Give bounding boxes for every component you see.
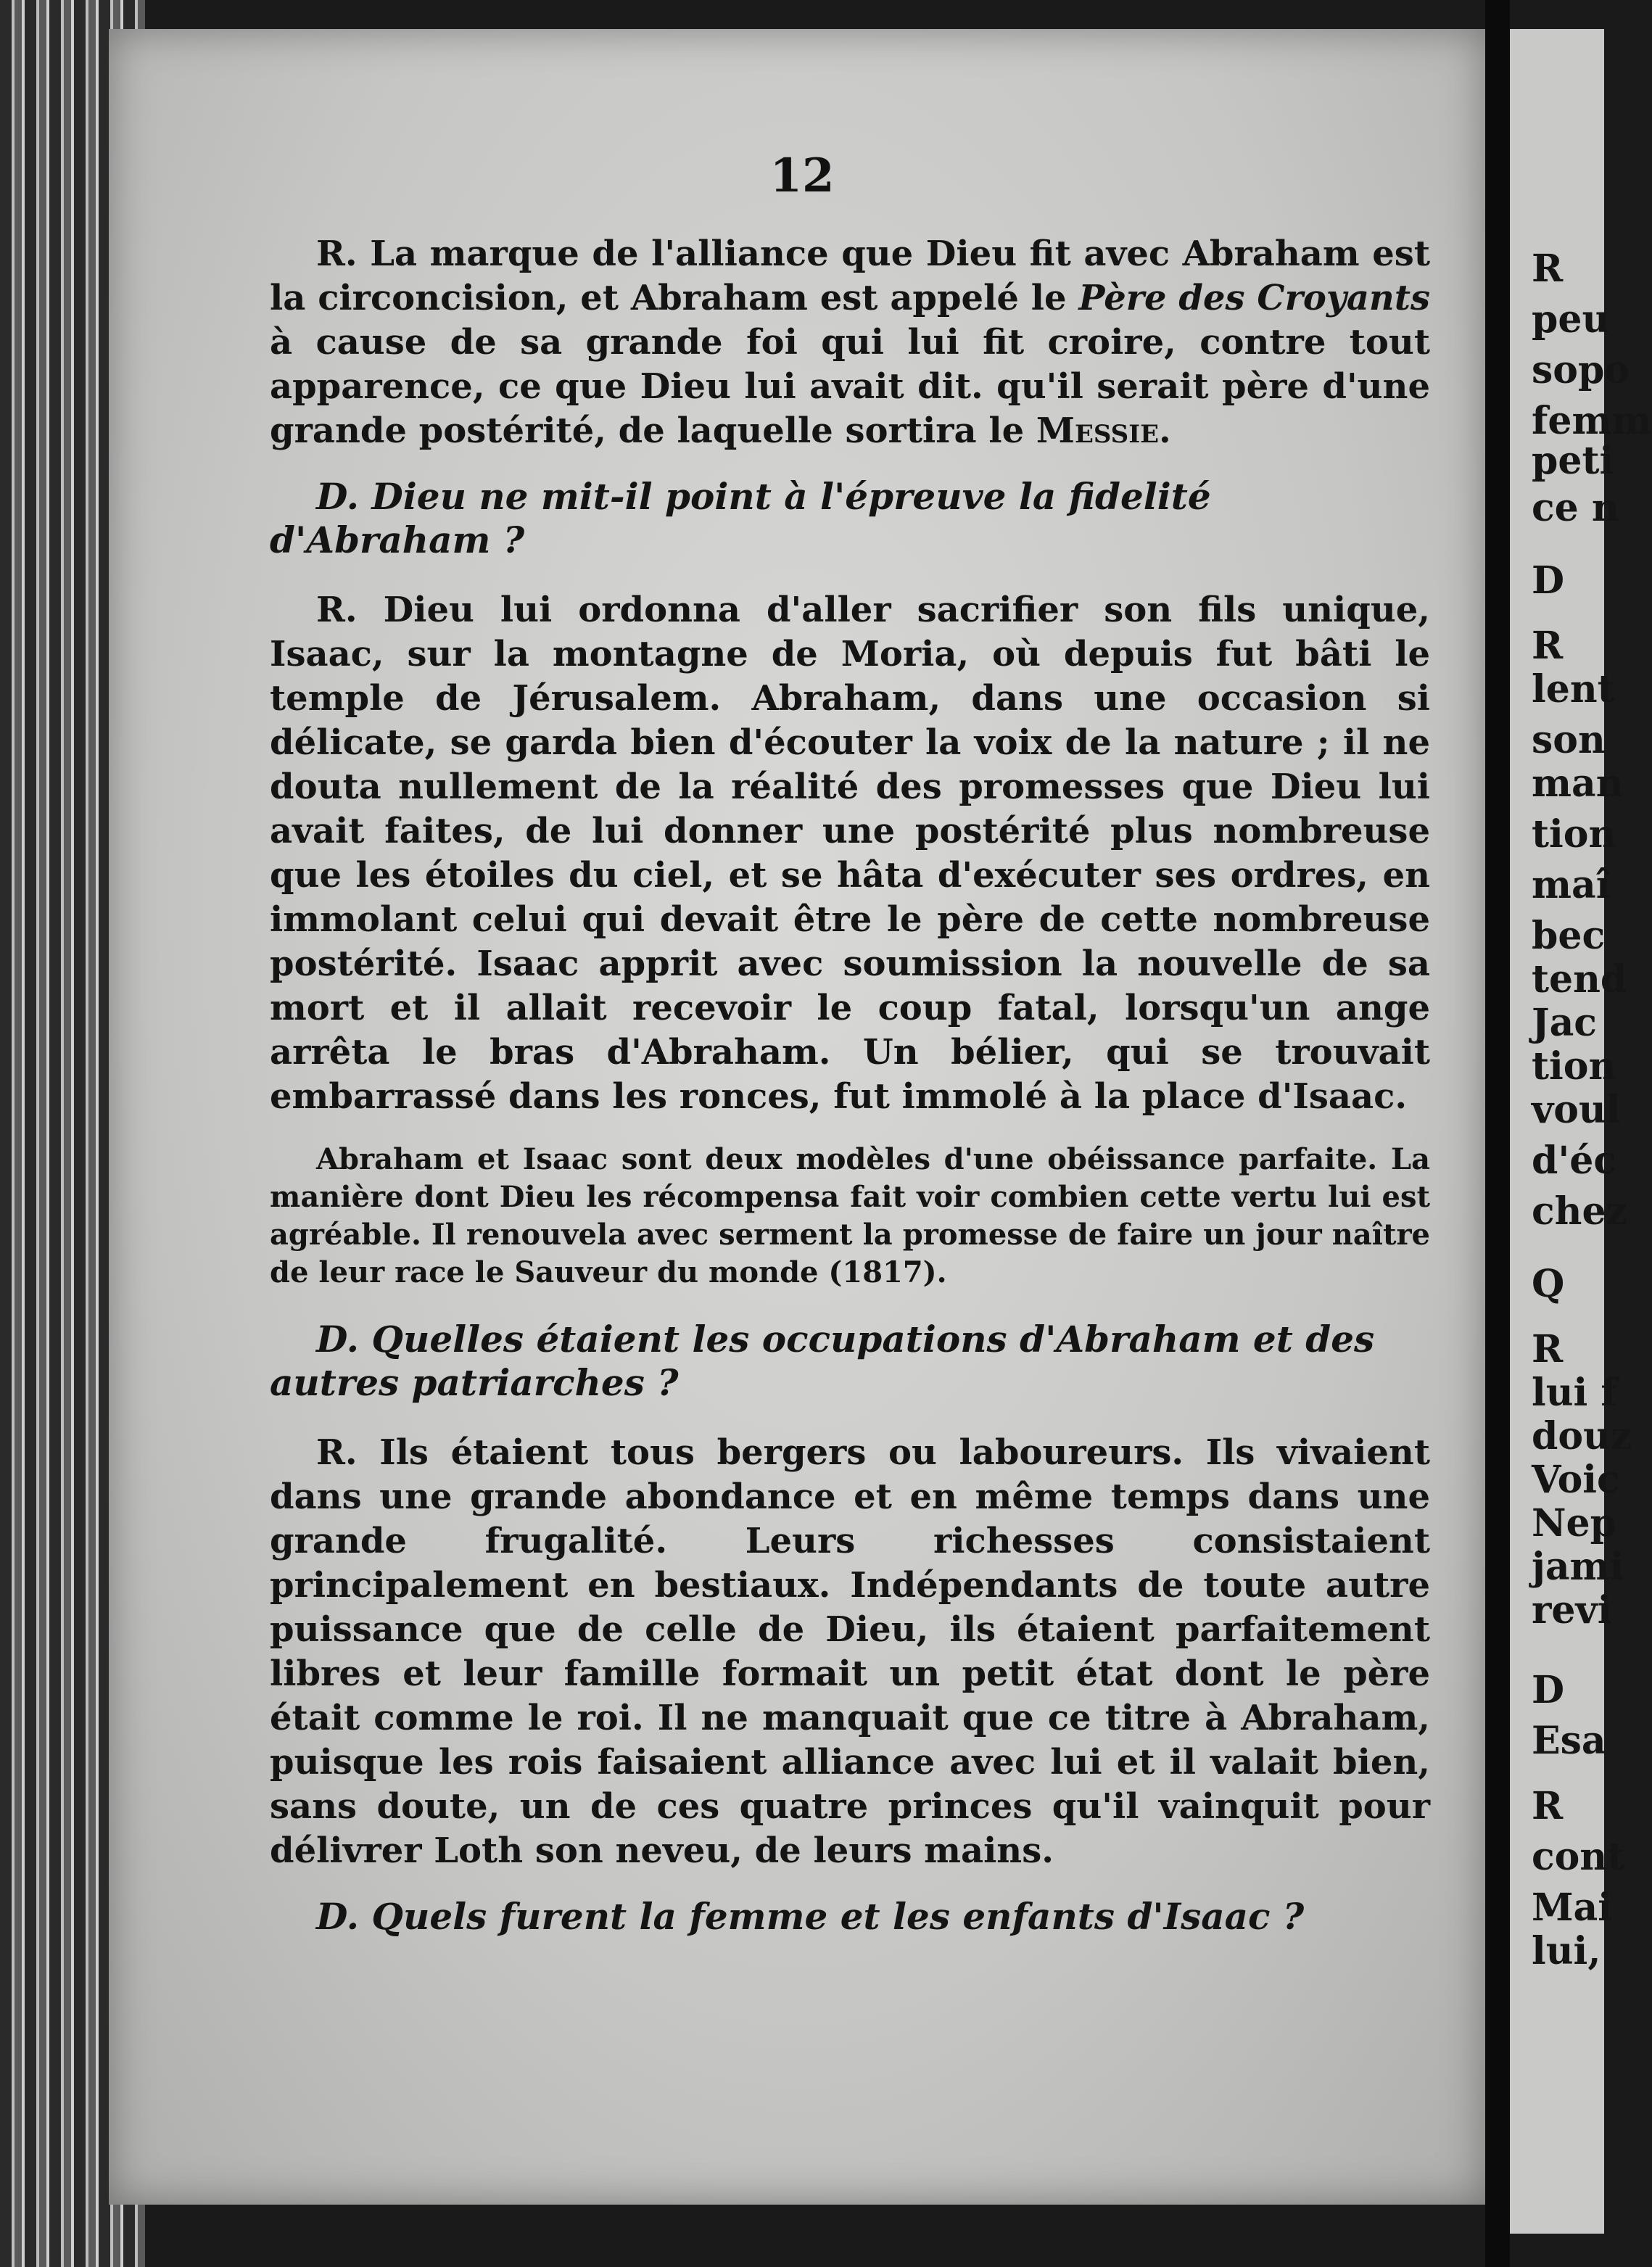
adjacent-page-fragment: lui f: [1532, 1371, 1617, 1415]
adjacent-page-fragment: son: [1532, 718, 1606, 762]
adjacent-page-fragment: revi: [1532, 1588, 1612, 1632]
question-paragraph: [270, 475, 1430, 562]
adjacent-page-fragment: R: [1532, 1327, 1564, 1371]
adjacent-page-fragment: Q: [1532, 1262, 1565, 1306]
adjacent-page-fragment: R: [1532, 624, 1564, 668]
adjacent-page-fragment: jami: [1532, 1545, 1624, 1589]
adjacent-page-fragment: lent: [1532, 667, 1615, 711]
adjacent-page-fragment: Mai: [1532, 1886, 1613, 1930]
adjacent-page-fragment: Jac: [1532, 1001, 1597, 1045]
adjacent-page-fragment: Nep: [1532, 1501, 1616, 1545]
italic-phrase: Père des Croyants: [1078, 278, 1431, 318]
question-label: D.: [316, 1318, 359, 1360]
question-label: D.: [316, 475, 359, 518]
question-paragraph: [270, 1318, 1430, 1405]
adjacent-page-fragment: maî: [1532, 863, 1611, 907]
adjacent-page-fragment: tion: [1532, 1044, 1616, 1089]
adjacent-page-fragment: lui,: [1532, 1929, 1601, 1973]
adjacent-page-fragment: d'éc: [1532, 1139, 1617, 1183]
answer-text: à cause de sa grande foi qui lui fit croire, contre tout apparence, ce que Dieu lui avait dit. qu'il serait père d'une grande postérité, de laquelle sortira le: [270, 322, 1430, 451]
adjacent-page-fragment: ce n: [1532, 486, 1619, 530]
adjacent-page-fragment: tion: [1532, 812, 1616, 856]
adjacent-page-fragment: R: [1532, 247, 1564, 291]
page-number: 12: [769, 149, 835, 203]
adjacent-page-fragment: Voic: [1532, 1458, 1620, 1502]
page-content: [270, 232, 1430, 1965]
adjacent-page-fragment: voul: [1532, 1088, 1621, 1132]
book-gutter: [1485, 0, 1510, 2267]
adjacent-page-fragment: peu: [1532, 297, 1610, 342]
answer-paragraph: [270, 232, 1430, 453]
answer-label: R.: [316, 1432, 358, 1473]
adjacent-page-fragment: D: [1532, 558, 1565, 603]
answer-paragraph: [270, 1431, 1430, 1873]
answer-text: Ils étaient tous bergers ou laboureurs. Ils vivaient dans une grande abondance et en même temps dans une grande frugalité. Leurs richesses consistaient principalement en bestiaux. Indépendants de toute autre puissance que de celle de Dieu, ils étaient parfaitement libres et leur famille formait un petit état dont le père était comme le roi. Il ne manquait que ce titre à Abraham, puisque les rois faisaient alliance avec lui et il valait bien, sans doute, un de ces quatre princes qu'il vainquit pour délivrer Loth son neveu, de leurs mains.: [270, 1432, 1430, 1871]
answer-paragraph: [270, 588, 1430, 1119]
question-label: D.: [316, 1895, 359, 1938]
answer-label: R.: [316, 234, 358, 274]
adjacent-page-edge: [1510, 29, 1652, 2234]
smallcaps-word: Messie.: [1036, 410, 1171, 451]
adjacent-page-fragment: tend: [1532, 957, 1627, 1002]
adjacent-page-fragment: man: [1532, 761, 1624, 806]
answer-text: Dieu lui ordonna d'aller sacrifier son fils unique, Isaac, sur la montagne de Moria, où depuis fut bâti le temple de Jérusalem. Abraham, dans une occasion si délicate, se garda bien d'écouter la voix de la nature ; il ne douta nullement de la réalité des promesses que Dieu lui avait faites, de lui donner une postérité plus nombreuse que les étoiles du ciel, et se hâta d'exécuter ses ordres, en immolant celui qui devait être le père de cette nombreuse postérité. Isaac apprit avec soumission la nouvelle de sa mort et il allait recevoir le coup fatal, lorsqu'un ange arrêta le bras d'Abraham. Un bélier, qui se trouvait embarrassé dans les ronces, fut immolé à la place d'Isaac.: [270, 590, 1430, 1117]
adjacent-page-fragment: R: [1532, 1784, 1564, 1828]
adjacent-page-fragment: D: [1532, 1668, 1565, 1712]
adjacent-page-fragment: sopo: [1532, 348, 1630, 392]
adjacent-page-fragment: peti: [1532, 439, 1614, 483]
adjacent-page-fragment: douz: [1532, 1414, 1632, 1458]
adjacent-page-fragment: femm: [1532, 399, 1652, 443]
question-text: Quelles étaient les occupations d'Abraham et des autres patriarches ?: [270, 1318, 1375, 1404]
adjacent-page-fragment: cont: [1532, 1835, 1625, 1879]
adjacent-page-fragment: Esa: [1532, 1719, 1606, 1763]
note-paragraph: Abraham et Isaac sont deux modèles d'une obéissance parfaite. La manière dont Dieu les récompensa fait voir combien cette vertu lui est agréable. Il renouvela avec serment la promesse de faire un jour naître de leur race le Sauveur du monde (1817).: [270, 1142, 1430, 1289]
question-text: Dieu ne mit-il point à l'épreuve la fidelité d'Abraham ?: [270, 475, 1211, 561]
question-paragraph: [270, 1895, 1430, 1938]
adjacent-page-fragment: chez: [1532, 1189, 1628, 1234]
adjacent-page-fragment: bec: [1532, 914, 1606, 958]
question-text: Quels furent la femme et les enfants d'Isaac ?: [371, 1895, 1305, 1938]
answer-text: La marque de l'alliance que Dieu fit avec Abraham est la circoncision, et Abraham est appelé le: [270, 234, 1430, 318]
answer-label: R.: [316, 590, 358, 630]
